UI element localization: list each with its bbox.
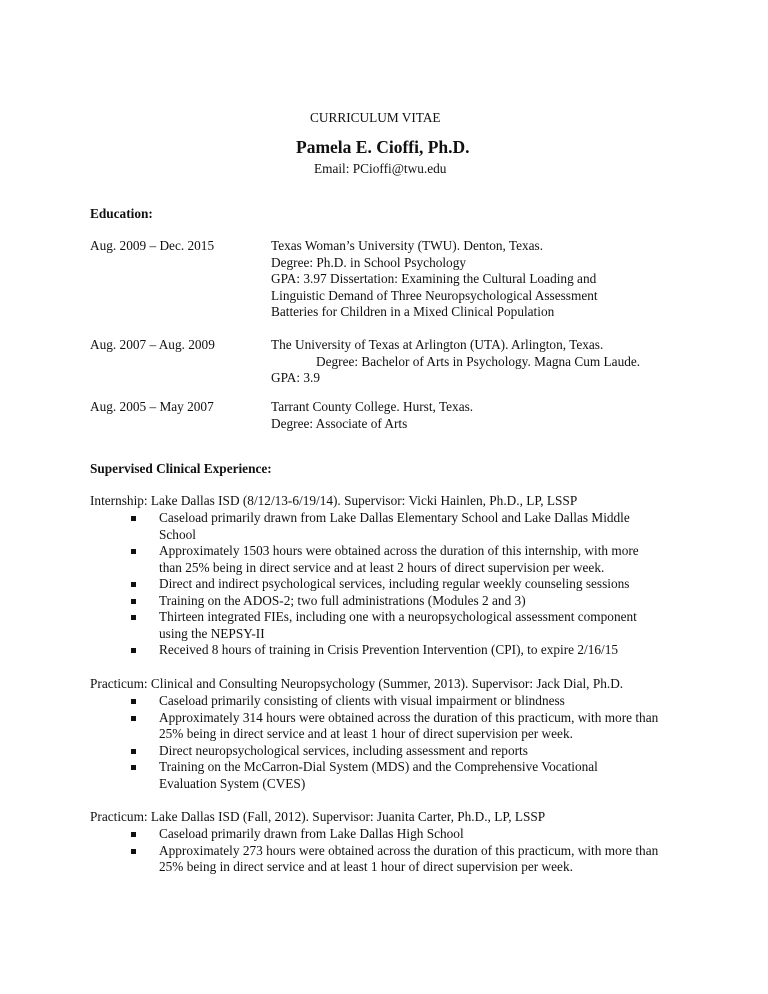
- experience-title: Practicum: Clinical and Consulting Neuropsychology (Summer, 2013). Supervisor: Jack Dial, Ph.D.: [90, 676, 624, 691]
- education-line: The University of Texas at Arlington (UTA). Arlington, Texas.: [271, 337, 604, 352]
- list-item: Training on the McCarron-Dial System (MDS) and the Comprehensive Vocational Evaluation System (CVES): [131, 759, 658, 792]
- list-item: Direct and indirect psychological services, including regular weekly counseling sessions: [131, 576, 639, 593]
- list-item: Received 8 hours of training in Crisis Prevention Intervention (CPI), to expire 2/16/15: [131, 642, 639, 659]
- education-heading: Education:: [90, 206, 153, 221]
- list-item: Caseload primarily drawn from Lake Dallas Elementary School and Lake Dallas Middle School: [131, 510, 639, 543]
- education-dates: Aug. 2007 – Aug. 2009: [90, 337, 215, 352]
- education-dates: Aug. 2009 – Dec. 2015: [90, 238, 215, 253]
- square-bullet-icon: [131, 648, 136, 653]
- list-item: Thirteen integrated FIEs, including one with a neuropsychological assessment component using the NEPSY-II: [131, 609, 639, 642]
- person-name: Pamela E. Cioffi, Ph.D.: [296, 137, 470, 157]
- education-line: Degree: Associate of Arts: [271, 415, 408, 431]
- education-line: GPA: 3.97 Dissertation: Examining the Cultural Loading and: [271, 271, 597, 286]
- experience-title: Practicum: Lake Dallas ISD (Fall, 2012). Supervisor: Juanita Carter, Ph.D., LP, LSSP: [90, 809, 546, 824]
- square-bullet-icon: [131, 599, 136, 604]
- square-bullet-icon: [131, 516, 136, 521]
- experience-bullets: [131, 693, 658, 792]
- list-item: Approximately 273 hours were obtained across the duration of this practicum, with more than 25% being in direct service and at least 1 hour of direct supervision per week.: [131, 843, 658, 876]
- list-item: Training on the ADOS-2; two full administrations (Modules 2 and 3): [131, 593, 639, 610]
- education-line: Degree: Bachelor of Arts in Psychology. Magna Cum Laude.: [316, 353, 641, 369]
- square-bullet-icon: [131, 849, 136, 854]
- square-bullet-icon: [131, 582, 136, 587]
- list-item: Approximately 1503 hours were obtained across the duration of this internship, with more than 25% being in direct service and at least 2 hours of direct supervision per week.: [131, 543, 639, 576]
- experience-title: Internship: Lake Dallas ISD (8/12/13-6/19/14). Supervisor: Vicki Hainlen, Ph.D., LP, LSSP: [90, 493, 578, 508]
- square-bullet-icon: [131, 615, 136, 620]
- education-line: Linguistic Demand of Three Neuropsychological Assessment: [271, 287, 598, 303]
- email-line: Email: PCioffi@twu.edu: [314, 161, 447, 176]
- square-bullet-icon: [131, 716, 136, 721]
- education-line: Texas Woman’s University (TWU). Denton, Texas.: [271, 238, 544, 253]
- education-line: GPA: 3.9: [271, 370, 321, 385]
- list-item: Caseload primarily consisting of clients with visual impairment or blindness: [131, 693, 658, 710]
- list-item: Direct neuropsychological services, including assessment and reports: [131, 743, 658, 760]
- square-bullet-icon: [131, 699, 136, 704]
- experience-bullets: [131, 826, 658, 876]
- education-line: Batteries for Children in a Mixed Clinical Population: [271, 304, 555, 319]
- education-entry-tcc: [271, 399, 473, 432]
- list-item: Caseload primarily drawn from Lake Dallas High School: [131, 826, 658, 843]
- square-bullet-icon: [131, 749, 136, 754]
- square-bullet-icon: [131, 832, 136, 837]
- square-bullet-icon: [131, 549, 136, 554]
- education-dates: Aug. 2005 – May 2007: [90, 399, 214, 414]
- list-item: Approximately 314 hours were obtained across the duration of this practicum, with more than 25% being in direct service and at least 1 hour of direct supervision per week.: [131, 710, 658, 743]
- experience-bullets: [131, 510, 639, 659]
- education-line: Tarrant County College. Hurst, Texas.: [271, 399, 474, 414]
- education-line: Degree: Ph.D. in School Psychology: [271, 254, 467, 270]
- square-bullet-icon: [131, 765, 136, 770]
- education-entry-twu: [271, 238, 598, 321]
- education-entry-uta: [271, 337, 640, 387]
- document-title: CURRICULUM VITAE: [310, 110, 441, 125]
- clinical-heading: Supervised Clinical Experience:: [90, 461, 272, 476]
